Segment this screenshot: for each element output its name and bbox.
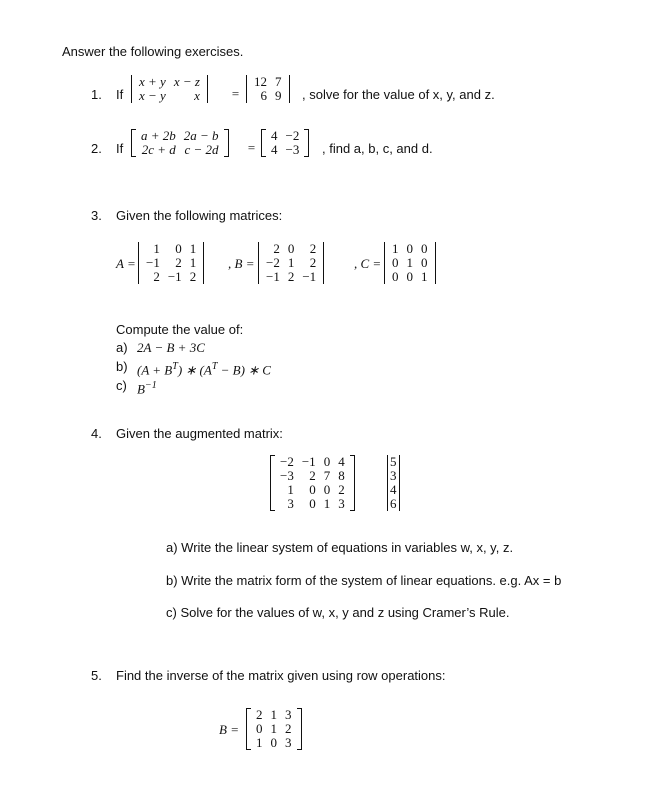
q4-vector-cell: 5 xyxy=(390,454,397,469)
q4-matrix-cell: 0 xyxy=(323,454,331,469)
q4-part-b: b) Write the matrix form of the system of linear equations. e.g. Ax = b xyxy=(166,573,562,588)
q5-B-label: B = xyxy=(219,722,239,737)
q2-rhs-cell: 4 xyxy=(271,128,278,143)
q1-number: 1. xyxy=(91,87,102,102)
q3-B-cell: −2 xyxy=(266,255,280,270)
q4-matrix-cell: 1 xyxy=(287,482,294,497)
q4-matrix-cell: 0 xyxy=(309,482,316,497)
q3-B-label: , B = xyxy=(228,256,255,271)
q2-lhs-matrix xyxy=(131,129,229,161)
q3-item-c-sup: −1 xyxy=(144,380,157,391)
q3-A-cell: 0 xyxy=(175,241,182,256)
q3-B-determinant xyxy=(258,242,324,288)
q3-B-cell: 2 xyxy=(309,241,317,256)
q3-A-cell: 1 xyxy=(153,241,160,256)
q4-matrix-cell: 3 xyxy=(338,496,345,511)
q4-constant-vector xyxy=(387,455,400,515)
q3-A-cell: −1 xyxy=(146,255,160,270)
q1-lhs-cell: x − y xyxy=(139,88,166,103)
q3-item-c-part: B xyxy=(137,381,145,397)
heading: Answer the following exercises. xyxy=(62,44,244,59)
q3-B-cell: 2 xyxy=(273,241,280,256)
q4-matrix-cell: 8 xyxy=(338,468,345,483)
q1-rhs-determinant xyxy=(246,75,290,107)
q3-B-cell: 1 xyxy=(287,255,295,270)
q1-rhs-cell: 6 xyxy=(260,88,267,103)
q1-lhs-cell: x xyxy=(194,88,200,103)
q2-lhs-cell: c − 2d xyxy=(184,142,219,157)
q5-B-cell: 1 xyxy=(270,721,277,736)
q3-B-cell: 2 xyxy=(309,255,317,270)
q3-A-cell: 1 xyxy=(189,241,197,256)
q2-number: 2. xyxy=(91,141,102,156)
q5-prompt: Find the inverse of the matrix given using row operations: xyxy=(116,668,446,683)
q4-matrix-cell: −1 xyxy=(301,454,316,469)
q3-C-cell: 0 xyxy=(392,255,399,270)
q4-vector-cell: 6 xyxy=(390,496,397,511)
q3-C-cell: 0 xyxy=(406,241,413,256)
q3-C-cell: 0 xyxy=(392,269,399,284)
q3-C-cell: 0 xyxy=(421,255,428,270)
q3-B-cell: 0 xyxy=(287,241,295,256)
q3-number: 3. xyxy=(91,208,102,223)
q3-item-c-expr xyxy=(137,378,157,397)
q4-matrix-cell: 4 xyxy=(338,454,345,469)
q3-C-label: , C = xyxy=(354,256,382,271)
q1-lhs-cell: x + y xyxy=(139,74,166,89)
q4-matrix-cell: 1 xyxy=(323,496,331,511)
q3-A-determinant xyxy=(138,242,204,288)
q2-instruction: , find a, b, c, and d. xyxy=(322,141,433,156)
q5-B-matrix xyxy=(246,708,302,754)
q3-item-b-sup: T xyxy=(211,361,218,372)
q1-rhs-cell: 9 xyxy=(275,88,282,103)
q3-C-cell: 0 xyxy=(406,269,413,284)
q2-if: If xyxy=(116,141,124,156)
q4-matrix-cell: 0 xyxy=(323,482,331,497)
q4-prompt: Given the augmented matrix: xyxy=(116,426,283,441)
q4-part-c: c) Solve for the values of w, x, y and z using Cramer’s Rule. xyxy=(166,605,510,620)
q4-matrix-cell: 2 xyxy=(309,468,316,483)
q2-lhs-cell: a + 2b xyxy=(141,128,176,143)
q1-equals: = xyxy=(231,86,240,101)
q3-A-cell: 2 xyxy=(189,269,197,284)
q4-part-a: a) Write the linear system of equations in variables w, x, y, z. xyxy=(166,540,514,555)
q2-rhs-cell: −2 xyxy=(285,128,300,143)
q4-coefficient-matrix xyxy=(270,455,355,515)
q5-B-cell: 0 xyxy=(270,735,277,750)
q1-lhs-cell: x − z xyxy=(173,74,200,89)
q3-prompt: Given the following matrices: xyxy=(116,208,283,223)
q4-matrix-cell: 2 xyxy=(338,482,345,497)
q2-rhs-cell: −3 xyxy=(285,142,300,157)
q3-C-determinant xyxy=(384,242,436,288)
q2-lhs-cell: 2a − b xyxy=(183,128,219,143)
q5-B-cell: 0 xyxy=(256,721,263,736)
q3-item-a-expr: 2A − B + 3C xyxy=(137,340,205,355)
q3-A-cell: 2 xyxy=(175,255,182,270)
q3-item-b-sup: T xyxy=(172,361,178,372)
q3-A-cell: −1 xyxy=(167,269,182,284)
q3-B-cell: −1 xyxy=(302,269,317,284)
q5-B-cell: 2 xyxy=(256,707,263,722)
q1-rhs-cell: 12 xyxy=(254,74,267,89)
q2-rhs-matrix xyxy=(261,129,309,161)
q1-if: If xyxy=(116,87,124,102)
q5-number: 5. xyxy=(91,668,102,683)
q5-B-cell: 3 xyxy=(285,735,292,750)
q3-C-cell: 0 xyxy=(421,241,428,256)
q3-item-b-part: (A + B xyxy=(137,362,173,378)
q2-rhs-cell: 4 xyxy=(271,142,278,157)
q3-A-cell: 1 xyxy=(189,255,197,270)
q3-B-cell: 2 xyxy=(287,269,295,284)
q3-B-cell: −1 xyxy=(266,269,280,284)
q5-B-cell: 1 xyxy=(256,735,263,750)
q3-C-cell: 1 xyxy=(392,241,399,256)
q5-B-cell: 2 xyxy=(285,721,292,736)
q4-matrix-cell: 0 xyxy=(309,496,316,511)
q3-item-b-expr xyxy=(137,359,271,378)
q4-matrix-cell: 7 xyxy=(323,468,331,483)
q1-instruction: , solve for the value of x, y, and z. xyxy=(302,87,495,102)
q3-C-cell: 1 xyxy=(406,255,413,270)
q4-matrix-cell: −3 xyxy=(280,468,294,483)
q4-matrix-cell: −2 xyxy=(280,454,294,469)
q3-A-cell: 2 xyxy=(153,269,160,284)
q1-rhs-cell: 7 xyxy=(275,74,282,89)
q4-vector-cell: 4 xyxy=(390,482,397,497)
q2-lhs-cell: 2c + d xyxy=(141,142,176,157)
q5-B-cell: 3 xyxy=(285,707,292,722)
q3-item-c-label: c) xyxy=(116,378,127,393)
q4-matrix-cell: 3 xyxy=(287,496,294,511)
q3-item-b-label: b) xyxy=(116,359,128,374)
q3-item-b-part: − B) ∗ C xyxy=(217,362,271,378)
q3-A-label: A = xyxy=(116,256,136,271)
q4-number: 4. xyxy=(91,426,102,441)
q3-compute-label: Compute the value of: xyxy=(116,322,244,337)
q3-item-b-part: ) ∗ (A xyxy=(177,362,212,378)
q3-item-a-label: a) xyxy=(116,340,128,355)
q4-vector-cell: 3 xyxy=(390,468,397,483)
q1-lhs-determinant xyxy=(131,75,208,107)
q5-B-cell: 1 xyxy=(270,707,277,722)
q3-C-cell: 1 xyxy=(421,269,428,284)
q2-equals: = xyxy=(247,140,256,155)
